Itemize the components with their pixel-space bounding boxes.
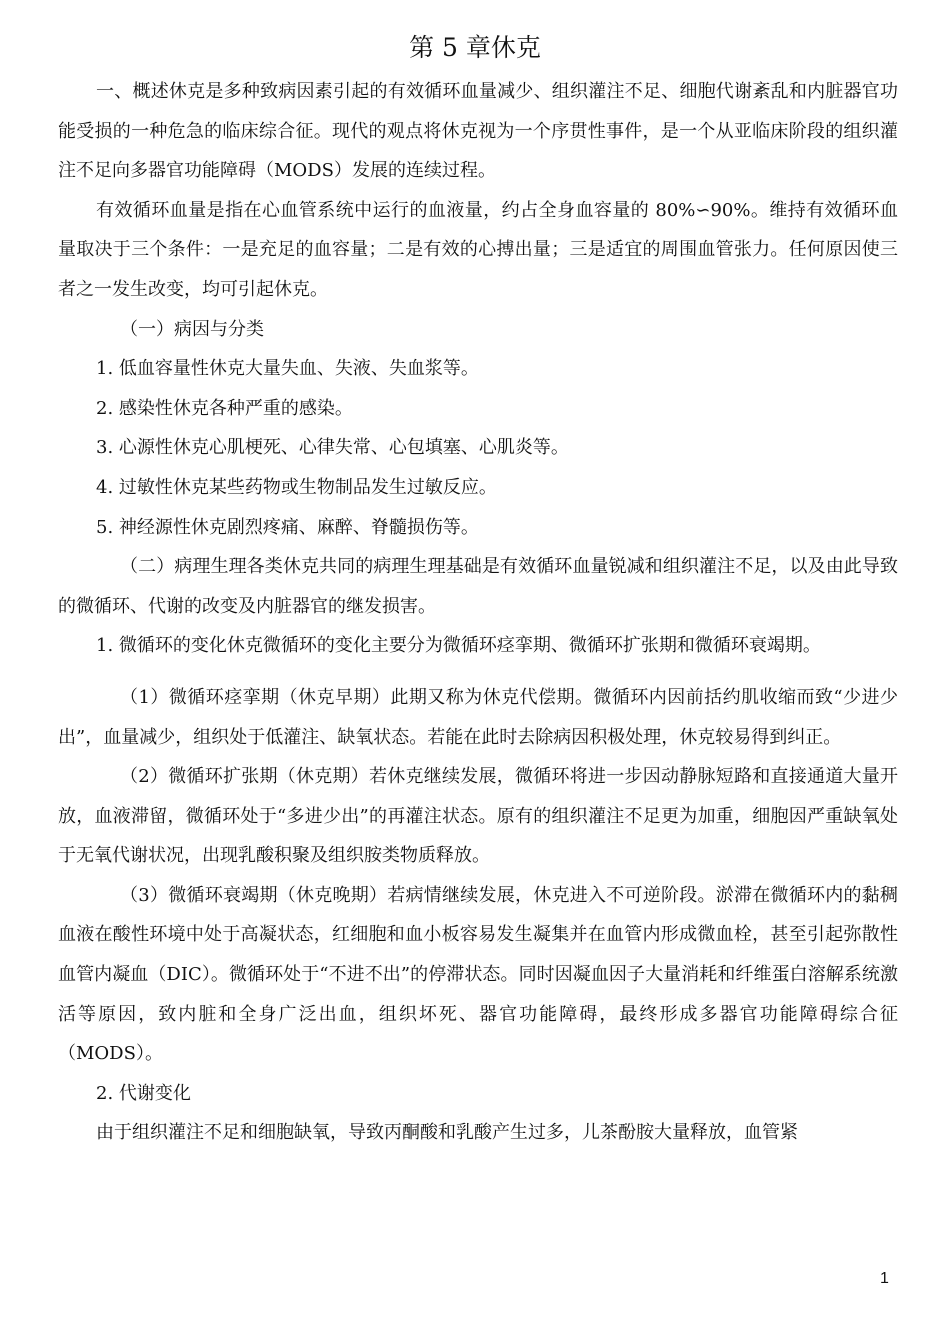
microcirculation-heading: 1. 微循环的变化休克微循环的变化主要分为微循环痉挛期、微循环扩张期和微循环衰竭期。 bbox=[96, 635, 821, 657]
metabolism-paragraph: 由于组织灌注不足和细胞缺氧，导致丙酮酸和乳酸产生过多，儿茶酚胺大量释放，血管紧 bbox=[96, 1122, 798, 1144]
chapter-title: 第 5 章休克 bbox=[409, 33, 541, 62]
cause-item-3: 3. 心源性休克心肌梗死、心律失常、心包填塞、心肌炎等。 bbox=[96, 437, 569, 459]
failure-stage-paragraph: （3）微循环衰竭期（休克晚期）若病情继续发展，休克进入不可逆阶段。淤滞在微循环内的黏稠血液在酸性环境中处于高凝状态，红细胞和血小板容易发生凝集并在血管内形成微血栓，甚至引起弥散性血管内凝血（DIC）。微循环处于“不进不出”的停滞状态。同时因凝血因子大量消耗和纤维蛋白溶解系统激活等原因，致内脏和全身广泛出血，组织坏死、器官功能障碍，最终形成多器官功能障碍综合征（MODS）。 bbox=[58, 884, 898, 1065]
cause-item-1: 1. 低血容量性休克大量失血、失液、失血浆等。 bbox=[96, 358, 479, 380]
spasm-stage-paragraph: （1）微循环痉挛期（休克早期）此期又称为休克代偿期。微循环内因前括约肌收缩而致“少进少出”，血量减少，组织处于低灌注、缺氧状态。若能在此时去除病因积极处理，休克较易得到纠正。 bbox=[58, 686, 898, 748]
document-body bbox=[58, 72, 898, 1153]
cause-item-2: 2. 感染性休克各种严重的感染。 bbox=[96, 397, 353, 419]
cause-item-5: 5. 神经源性休克剧烈疼痛、麻醉、脊髓损伤等。 bbox=[96, 516, 479, 538]
cause-item-4: 4. 过敏性休克某些药物或生物制品发生过敏反应。 bbox=[96, 476, 497, 498]
pathophysiology-paragraph: （二）病理生理各类休克共同的病理生理基础是有效循环血量锐减和组织灌注不足，以及由此导致的微循环、代谢的改变及内脏器官的继发损害。 bbox=[58, 556, 898, 617]
metabolism-heading: 2. 代谢变化 bbox=[96, 1082, 191, 1104]
page-number: 1 bbox=[880, 1270, 889, 1287]
dilation-stage-paragraph: （2）微循环扩张期（休克期）若休克继续发展，微循环将进一步因动静脉短路和直接通道大量开放，血液滞留，微循环处于“多进少出”的再灌注状态。原有的组织灌注不足更为加重，细胞因严重缺氧处于无氧代谢状况，出现乳酸积聚及组织胺类物质释放。 bbox=[58, 766, 898, 867]
circulation-paragraph: 有效循环血量是指在心血管系统中运行的血液量，约占全身血容量的 80%∽90%。维持有效循环血量取决于三个条件：一是充足的血容量；二是有效的心搏出量；三是适宜的周围血管张力。任何原因使三者之一发生改变，均可引起休克。 bbox=[58, 199, 898, 300]
overview-paragraph: 一、概述休克是多种致病因素引起的有效循环血量减少、组织灌注不足、细胞代谢紊乱和内脏器官功能受损的一种危急的临床综合征。现代的观点将休克视为一个序贯性事件，是一个从亚临床阶段的组织灌注不足向多器官功能障碍（MODS）发展的连续过程。 bbox=[58, 81, 898, 182]
section-heading-causes: （一）病因与分类 bbox=[120, 318, 264, 340]
